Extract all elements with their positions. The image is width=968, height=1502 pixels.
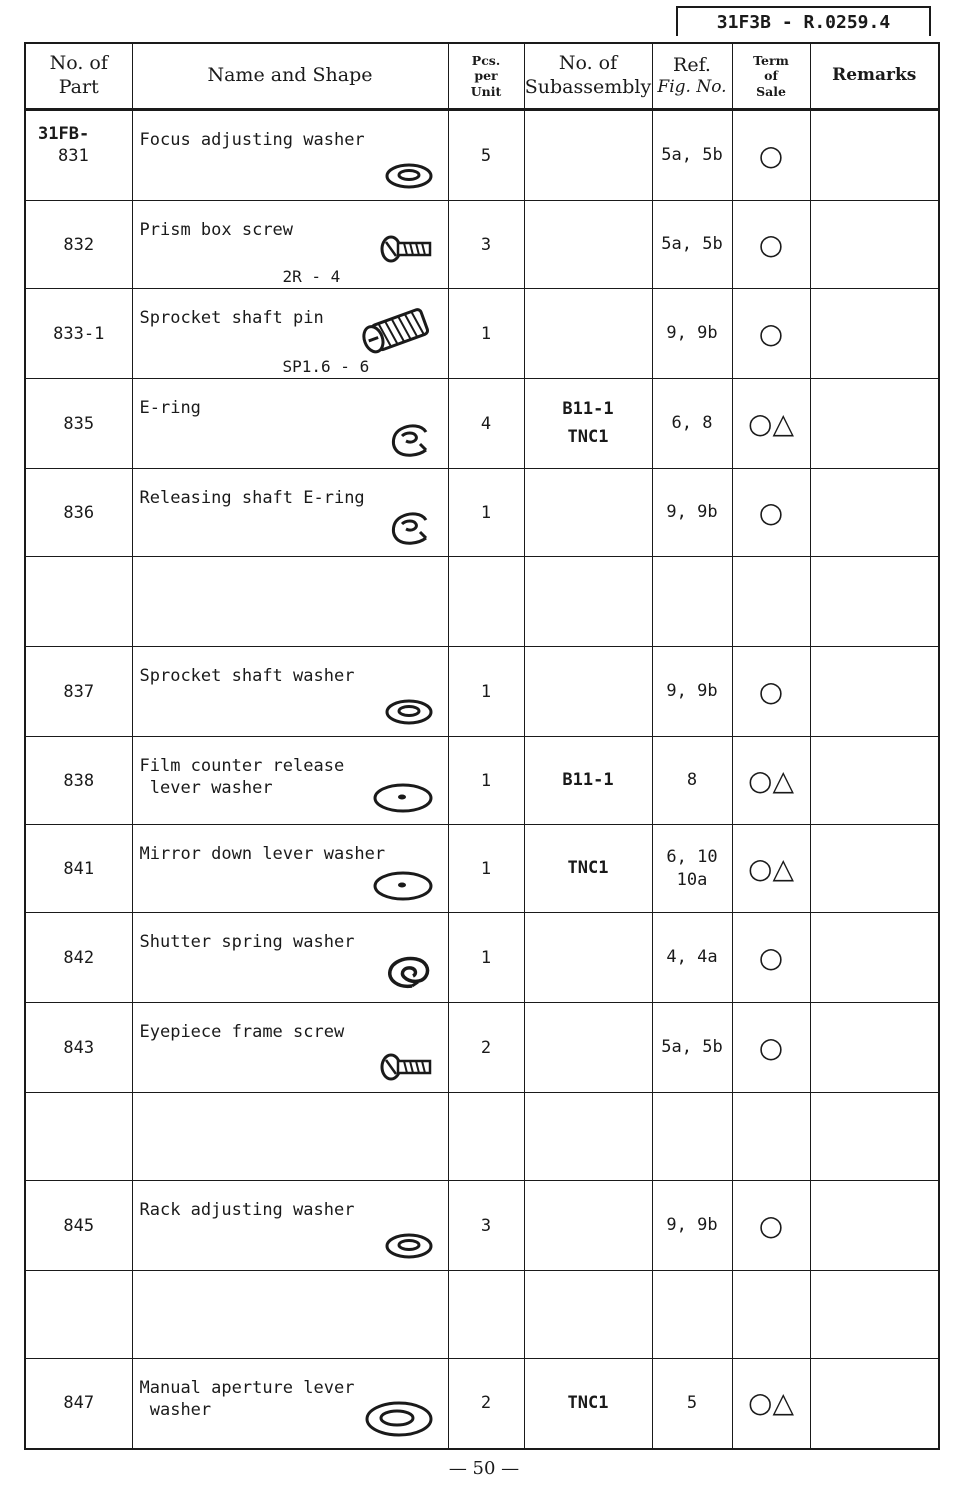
remarks-cell: [810, 469, 939, 557]
pcs-per-unit-cell: 4: [448, 379, 524, 469]
part-name: Film counter release lever washer: [139, 756, 345, 799]
part-number: 843: [63, 1037, 95, 1058]
table-row: [25, 737, 939, 825]
name-shape-cell: [132, 647, 448, 737]
washer-icon: [384, 698, 434, 726]
remarks-cell: [810, 737, 939, 825]
table-row: [25, 1181, 939, 1271]
name-shape-cell: [132, 825, 448, 913]
remarks-cell: [810, 289, 939, 379]
remarks-cell: [810, 557, 939, 647]
subassembly-cell: TNC1: [524, 1359, 652, 1449]
ref-fig-cell: 4, 4a: [652, 913, 732, 1003]
ref-fig-cell: 5: [652, 1359, 732, 1449]
subassembly-cell: [524, 1181, 652, 1271]
part-name: Sprocket shaft pin: [139, 308, 324, 328]
name-shape-cell: [132, 469, 448, 557]
remarks-cell: [810, 913, 939, 1003]
part-name: E-ring: [139, 398, 201, 418]
subassembly-cell: [524, 1271, 652, 1359]
part-number: 845: [63, 1215, 95, 1236]
ref-fig-cell: 5a, 5b: [652, 110, 732, 201]
part-number-cell: [25, 825, 132, 913]
name-shape-cell: [132, 289, 448, 379]
ref-fig-cell: [652, 1093, 732, 1181]
remarks-cell: [810, 1181, 939, 1271]
subassembly-cell: [524, 557, 652, 647]
subassembly-cell: [524, 110, 652, 201]
table-row: [25, 1003, 939, 1093]
header-pcs-per-unit: Pcs. per Unit: [448, 43, 524, 110]
term-of-sale-cell: ○△: [732, 379, 810, 469]
part-number-cell: [25, 1181, 132, 1271]
part-number-cell: [25, 737, 132, 825]
part-number: 835: [63, 413, 95, 434]
part-number: 847: [63, 1393, 95, 1414]
part-number-cell: [25, 1093, 132, 1181]
flat-washer-icon: [372, 782, 434, 814]
header-row: [25, 43, 939, 110]
term-of-sale-cell: ○△: [732, 1359, 810, 1449]
part-name: Focus adjusting washer: [139, 130, 365, 150]
part-number-cell: [25, 913, 132, 1003]
ref-fig-cell: 9, 9b: [652, 469, 732, 557]
remarks-cell: [810, 201, 939, 289]
part-number: 836: [63, 502, 95, 523]
ref-fig-cell: 9, 9b: [652, 647, 732, 737]
pcs-per-unit-cell: 1: [448, 289, 524, 379]
pcs-per-unit-cell: [448, 1093, 524, 1181]
name-shape-cell: [132, 379, 448, 469]
ref-fig-cell: 9, 9b: [652, 1181, 732, 1271]
name-shape-cell: [132, 1003, 448, 1093]
header-remarks: Remarks: [810, 43, 939, 110]
large-washer-icon: [364, 1400, 434, 1438]
header-term-of-sale: Term of Sale: [732, 43, 810, 110]
term-of-sale-cell: ○: [732, 110, 810, 201]
term-of-sale-cell: [732, 1093, 810, 1181]
part-number: 838: [63, 770, 95, 791]
pcs-per-unit-cell: [448, 557, 524, 647]
remarks-cell: [810, 1003, 939, 1093]
subassembly-cell: B11-1 TNC1: [524, 379, 652, 469]
part-code: SP1.6 - 6: [282, 357, 370, 376]
pin-icon: [356, 306, 436, 356]
page-number: — 50 —: [448, 1458, 520, 1479]
term-of-sale-cell: ○: [732, 469, 810, 557]
part-number-cell: [25, 201, 132, 289]
table-row: [25, 913, 939, 1003]
pcs-per-unit-cell: 1: [448, 469, 524, 557]
part-number-cell: [25, 289, 132, 379]
part-number-cell: [25, 1271, 132, 1359]
part-number-cell: [25, 557, 132, 647]
term-of-sale-cell: ○: [732, 1181, 810, 1271]
subassembly-cell: [524, 1093, 652, 1181]
term-of-sale-cell: ○△: [732, 737, 810, 825]
header-ref-fig-no: Ref. Fig. No.: [652, 43, 732, 110]
table-row: [25, 647, 939, 737]
pcs-per-unit-cell: 2: [448, 1003, 524, 1093]
pcs-per-unit-cell: 1: [448, 825, 524, 913]
e-ring-icon: [388, 510, 434, 546]
remarks-cell: [810, 825, 939, 913]
subassembly-cell: TNC1: [524, 825, 652, 913]
table-row: [25, 201, 939, 289]
part-name: Manual aperture lever washer: [139, 1378, 355, 1421]
ref-fig-cell: 9, 9b: [652, 289, 732, 379]
pcs-per-unit-cell: 1: [448, 647, 524, 737]
ref-fig-cell: 6, 8: [652, 379, 732, 469]
part-number-cell: [25, 647, 132, 737]
remarks-cell: [810, 647, 939, 737]
name-shape-cell: [132, 1093, 448, 1181]
remarks-cell: [810, 110, 939, 201]
part-code: 2R - 4: [282, 267, 341, 286]
pcs-per-unit-cell: 3: [448, 1181, 524, 1271]
name-shape-cell: [132, 557, 448, 647]
part-number: 837: [63, 681, 95, 702]
table-row: [25, 110, 939, 201]
term-of-sale-cell: ○: [732, 201, 810, 289]
washer-icon: [384, 1232, 434, 1260]
part-number: 841: [63, 858, 95, 879]
pcs-per-unit-cell: 2: [448, 1359, 524, 1449]
ref-fig-cell: 5a, 5b: [652, 1003, 732, 1093]
spring-washer-icon: [384, 954, 434, 992]
part-prefix: 31FB-: [38, 124, 90, 144]
pcs-per-unit-cell: 1: [448, 737, 524, 825]
part-number: 832: [63, 234, 95, 255]
name-shape-cell: [132, 913, 448, 1003]
term-of-sale-cell: [732, 557, 810, 647]
screw-icon: [380, 234, 434, 264]
washer-icon: [384, 162, 434, 190]
ref-fig-cell: [652, 1271, 732, 1359]
part-number: 831: [58, 146, 89, 167]
part-name: Releasing shaft E-ring: [139, 488, 365, 508]
table-row-empty: [25, 557, 939, 647]
table-row: [25, 1359, 939, 1449]
subassembly-cell: [524, 913, 652, 1003]
table-row-empty: [25, 1271, 939, 1359]
header-name-shape: Name and Shape: [132, 43, 448, 110]
pcs-per-unit-cell: 5: [448, 110, 524, 201]
ref-fig-cell: 5a, 5b: [652, 201, 732, 289]
term-of-sale-cell: [732, 1271, 810, 1359]
table-row: [25, 825, 939, 913]
pcs-per-unit-cell: [448, 1271, 524, 1359]
header-no-of-part: No. of Part: [25, 43, 132, 110]
header-no-of-subassembly: No. of Subassembly: [524, 43, 652, 110]
part-number: 833-1: [53, 323, 105, 344]
name-shape-cell: [132, 1181, 448, 1271]
parts-table: [24, 42, 940, 1450]
term-of-sale-cell: ○: [732, 289, 810, 379]
document-reference: 31F3B - R.0259.4: [676, 6, 931, 36]
table-row: [25, 289, 939, 379]
table-row: [25, 379, 939, 469]
part-name: Shutter spring washer: [139, 932, 355, 952]
part-name: Rack adjusting washer: [139, 1200, 355, 1220]
term-of-sale-cell: ○: [732, 1003, 810, 1093]
part-number-cell: [25, 1003, 132, 1093]
part-number-cell: [25, 110, 132, 201]
remarks-cell: [810, 1093, 939, 1181]
remarks-cell: [810, 1359, 939, 1449]
term-of-sale-cell: ○: [732, 913, 810, 1003]
remarks-cell: [810, 1271, 939, 1359]
part-name: Eyepiece frame screw: [139, 1022, 345, 1042]
e-ring-icon: [388, 422, 434, 458]
pcs-per-unit-cell: 1: [448, 913, 524, 1003]
ref-fig-cell: [652, 557, 732, 647]
ref-fig-cell: 8: [652, 737, 732, 825]
part-number: 842: [63, 947, 95, 968]
term-of-sale-cell: ○: [732, 647, 810, 737]
name-shape-cell: [132, 1271, 448, 1359]
remarks-cell: [810, 379, 939, 469]
subassembly-cell: [524, 289, 652, 379]
pcs-per-unit-cell: 3: [448, 201, 524, 289]
part-name: Mirror down lever washer: [139, 844, 386, 864]
part-number-cell: [25, 1359, 132, 1449]
flat-washer-icon: [372, 870, 434, 902]
term-of-sale-cell: ○△: [732, 825, 810, 913]
subassembly-cell: [524, 647, 652, 737]
part-number-cell: [25, 469, 132, 557]
table-row: [25, 469, 939, 557]
subassembly-cell: [524, 469, 652, 557]
table-row-empty: [25, 1093, 939, 1181]
name-shape-cell: [132, 110, 448, 201]
name-shape-cell: [132, 1359, 448, 1449]
screw-icon: [380, 1052, 434, 1082]
subassembly-cell: B11-1: [524, 737, 652, 825]
part-name: Sprocket shaft washer: [139, 666, 355, 686]
name-shape-cell: [132, 737, 448, 825]
part-number-cell: [25, 379, 132, 469]
ref-fig-cell: 6, 10 10a: [652, 825, 732, 913]
name-shape-cell: [132, 201, 448, 289]
subassembly-cell: [524, 1003, 652, 1093]
subassembly-cell: [524, 201, 652, 289]
part-name: Prism box screw: [139, 220, 294, 240]
